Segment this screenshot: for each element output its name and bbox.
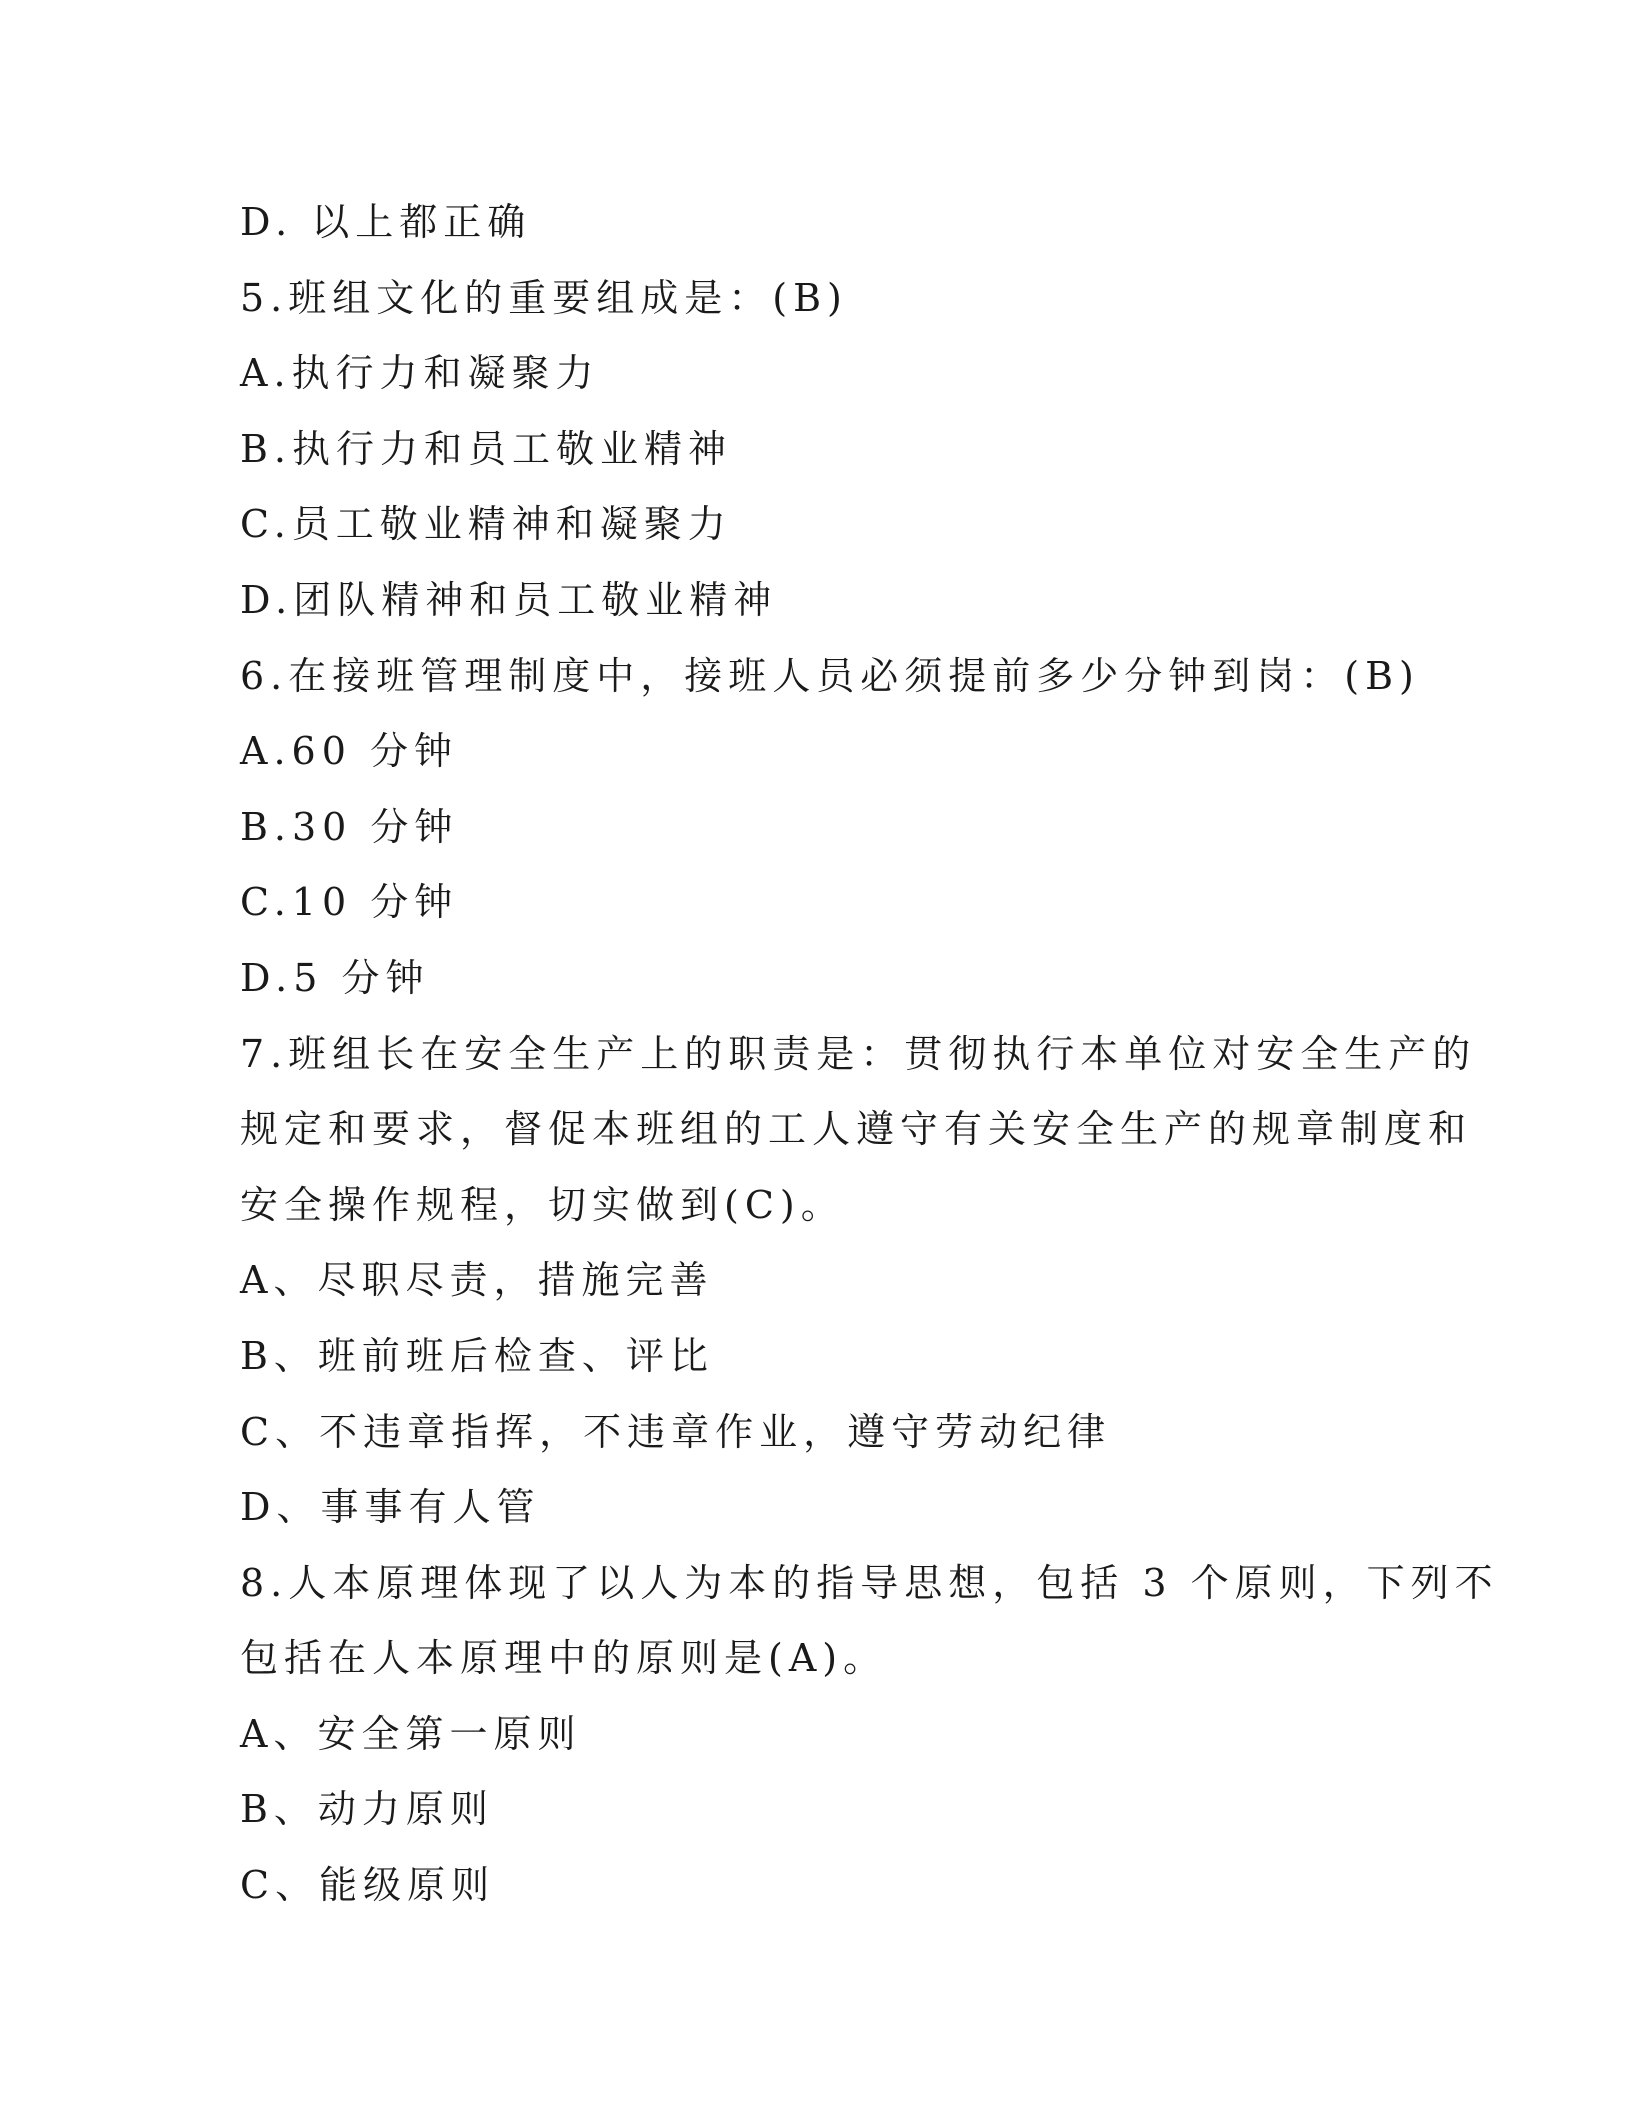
q5-option-c: C.员工敬业精神和凝聚力 [240,502,732,547]
q5-option-d: D.团队精神和员工敬业精神 [240,577,778,622]
q5-option-b: B.执行力和员工敬业精神 [240,426,733,471]
q7-question-line-2: 规定和要求，督促本班组的工人遵守有关安全生产的规章制度和 [240,1107,1473,1152]
q8-option-b: B、动力原则 [240,1787,494,1832]
q4-option-d: D. 以上都正确 [240,200,532,244]
q7-option-b: B、班前班后检查、评比 [240,1333,714,1378]
q8-question-line-1: 8.人本原理体现了以人为本的指导思想，包括 3 个原则，下列不 [240,1560,1499,1605]
q5-option-a: A.执行力和凝聚力 [240,351,600,396]
q8-option-a: A、安全第一原则 [240,1711,582,1756]
document-body [240,185,1499,1924]
q7-question-line-1: 7.班组长在安全生产上的职责是：贯彻执行本单位对安全生产的 [240,1031,1477,1076]
q8-question-line-2: 包括在人本原理中的原则是(A)。 [240,1636,888,1681]
q8-option-c: C、能级原则 [240,1863,496,1908]
q6-option-c: C.10 分钟 [240,880,459,925]
q5-question: 5.班组文化的重要组成是：(B) [240,275,848,320]
q6-option-a: A.60 分钟 [240,729,458,774]
q7-option-c: C、不违章指挥，不违章作业，遵守劳动纪律 [240,1409,1112,1454]
q6-option-b: B.30 分钟 [240,804,459,849]
q7-option-d: D、事事有人管 [240,1485,541,1530]
q7-question-line-3: 安全操作规程，切实做到(C)。 [240,1182,845,1227]
q6-option-d: D.5 分钟 [240,955,430,1000]
q6-question: 6.在接班管理制度中，接班人员必须提前多少分钟到岗：(B) [240,653,1420,698]
q7-option-a: A、尽职尽责，措施完善 [240,1258,714,1303]
